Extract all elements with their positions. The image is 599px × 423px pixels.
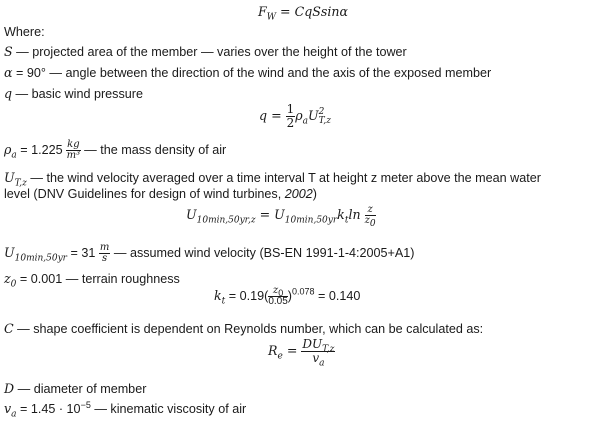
reynolds-fraction: $\frac{DU_{T,z}}{v_a}$ [302,337,335,369]
q-half-fraction: $\frac{1}{2}$ [286,102,295,130]
q-definition: q — basic wind pressure [4,86,143,101]
alpha-definition: α = 90° — angle between the direction of the wind and the axis of the exposed member [4,65,492,80]
z0-definition: $z_0 = 0.001$ — terrain roughness [4,271,180,290]
wind-force-formula: $F_W = CqSsin\alpha$ [258,4,349,23]
where-label: Where: [4,25,45,39]
rho-definition: $\rho_a = 1.225$ $\frac{kg}{\text{m³}}$ — the mass density of air [4,139,227,161]
reynolds-formula: $R_e$ = $\frac{DU_{T,z}}{v_a}$ [268,337,335,369]
va-definition: $v_a = 1.45 \cdot 10^{-5}$ — kinematic viscosity of air [4,399,247,420]
u-definition-cont: level (DNV Guidelines for design of wind turbines, 2002) [4,187,317,201]
u10-profile-formula: $U_{10min,50yr,z} = U_{10min,50yr}k_t\ln$ $\frac{z}{z_0}$ [186,204,376,229]
rho-unit-fraction: $\frac{kg}{\text{m³}}$ [66,139,81,161]
z-over-z0-fraction: $\frac{z}{z_0}$ [364,204,376,229]
q-formula: q = $\frac{1}{2}$ $\rho_aU$ 2 T,z [259,102,331,130]
s-definition: S — projected area of the member — varies over the height of the tower [4,44,407,59]
z0-over-005-fraction: $\frac{z_0}{0.05}$ [268,285,288,307]
c-definition: C — shape coefficient is dependent on Reynolds number, which can be calculated as: [4,321,484,336]
ms-unit-fraction: $\frac{m}{s}$ [99,242,110,264]
u-definition: $U_{T,z}$ — the wind velocity averaged over a time interval T at height z meter above the mean water [4,170,541,189]
kt-formula: $k_t = 0.19$( $\frac{z_0}{0.05}$ )$^{0.078}$ = 0.140 [214,285,361,307]
u10-value: $U_{10min,50yr} = 31$ $\frac{m}{s}$ — assumed wind velocity (BS-EN 1991-1-4:2005+A1) [4,242,415,264]
d-definition: D — diameter of member [4,381,147,396]
